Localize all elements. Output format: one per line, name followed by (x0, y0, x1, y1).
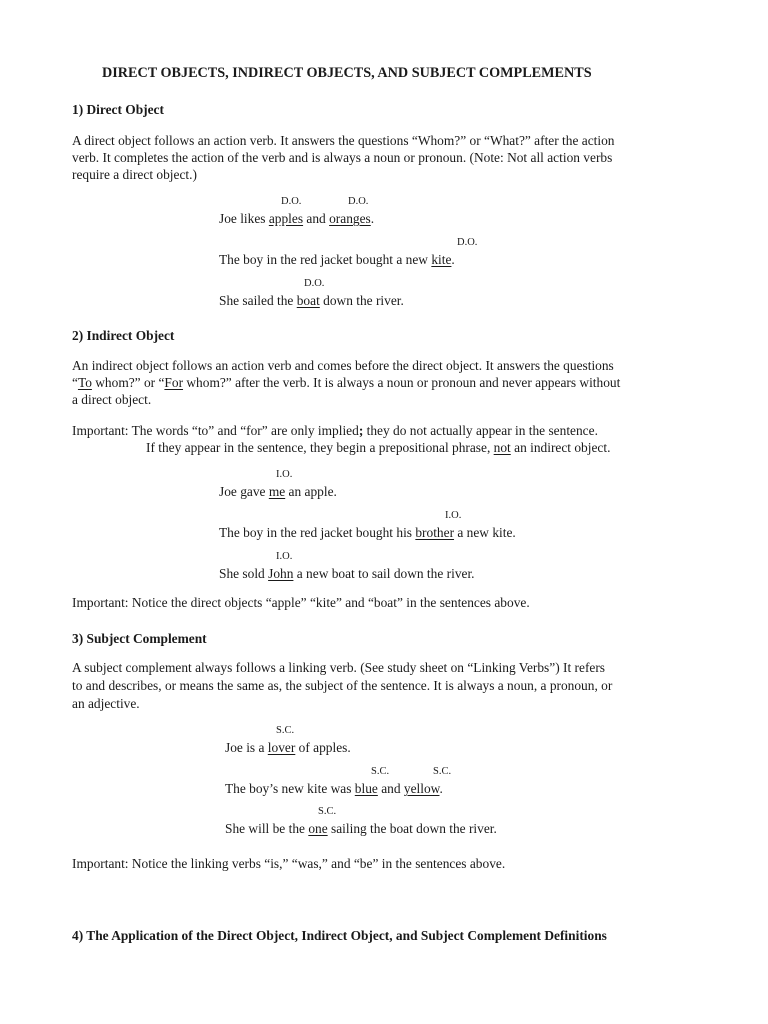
sentence-text: of apples. (295, 740, 351, 755)
sentence-text: Joe gave (219, 484, 269, 499)
sentence-text: an apple. (285, 484, 337, 499)
paragraph-line: An indirect object follows an action verb and comes before the direct object. It answers the questions (72, 358, 614, 373)
sentence-text: down the river. (319, 293, 404, 308)
important-note (72, 422, 598, 439)
sc-label: S.C. (276, 725, 295, 736)
text: Important: The words “to” and “for” are only implied (72, 423, 359, 438)
example-sentence (225, 820, 497, 837)
direct-object-word: oranges (329, 211, 371, 226)
text: ; (358, 423, 364, 438)
sentence-text: The boy in the red jacket bought his (219, 525, 416, 540)
sentence-text: She will be the (225, 821, 309, 836)
paragraph-line: a direct object. (72, 392, 152, 407)
subject-complement-word: one (308, 821, 328, 836)
text: an indirect object. (510, 440, 611, 455)
do-label: D.O. (281, 196, 302, 207)
indirect-object-word: John (268, 566, 294, 581)
sentence-text: . (439, 781, 443, 796)
example-sentence (219, 210, 374, 227)
paragraph-line: require a direct object.) (72, 167, 197, 182)
sc-label: S.C. (318, 806, 337, 817)
underlined-word: For (164, 375, 184, 390)
subject-complement-word: yellow (403, 781, 440, 796)
sentence-text: sailing the boat down the river. (327, 821, 497, 836)
underlined-word: To (77, 375, 92, 390)
example-sentence (219, 565, 475, 582)
direct-object-word: kite (431, 252, 452, 267)
example-sentence (219, 251, 455, 268)
sentence-text: She sold (219, 566, 269, 581)
section-heading-subject-complement: 3) Subject Complement (72, 631, 207, 646)
do-label: D.O. (348, 196, 369, 207)
paragraph-line: an adjective. (72, 696, 140, 711)
indirect-object-word: brother (415, 525, 455, 540)
subject-complement-word: lover (267, 740, 296, 755)
sentence-text: a new kite. (454, 525, 516, 540)
io-label: I.O. (445, 510, 462, 521)
example-sentence (219, 524, 516, 541)
io-label: I.O. (276, 469, 293, 480)
section-heading-indirect-object: 2) Indirect Object (72, 328, 175, 343)
sentence-text: Joe likes (219, 211, 269, 226)
sentence-text: Joe is a (225, 740, 268, 755)
example-sentence (225, 739, 351, 756)
paragraph-line: to and describes, or means the same as, the subject of the sentence. It is always a noun, a pronoun, or (72, 678, 613, 693)
page-title: DIRECT OBJECTS, INDIRECT OBJECTS, AND SUBJECT COMPLEMENTS (102, 65, 592, 81)
section-heading-application: 4) The Application of the Direct Object, Indirect Object, and Subject Complement Definitions (72, 928, 607, 943)
do-label: D.O. (457, 237, 478, 248)
paragraph-line: verb. It completes the action of the verb and is always a noun or pronoun. (Note: Not all action verbs (72, 150, 613, 165)
text: they do not actually appear in the sentence. (363, 423, 598, 438)
paragraph-line (72, 374, 620, 391)
important-note: Important: Notice the linking verbs “is,” “was,” and “be” in the sentences above. (72, 856, 506, 871)
sentence-text: . (451, 252, 455, 267)
example-sentence (225, 780, 443, 797)
sentence-text: . (370, 211, 375, 226)
subject-complement-word: blue (354, 781, 378, 796)
sentence-text: a new boat to sail down the river. (293, 566, 475, 581)
sentence-text: and (303, 211, 330, 226)
io-label: I.O. (276, 551, 293, 562)
indirect-object-word: me (268, 484, 286, 499)
sentence-text: The boy in the red jacket bought a new (219, 252, 432, 267)
paragraph-line: A subject complement always follows a linking verb. (See study sheet on “Linking Verbs”) It refers (72, 660, 606, 675)
sc-label: S.C. (371, 766, 390, 777)
paragraph-line: A direct object follows an action verb. It answers the questions “Whom?” or “What?” after the action (72, 133, 615, 148)
important-note (146, 439, 610, 456)
section-heading-direct-object: 1) Direct Object (72, 102, 164, 117)
direct-object-word: boat (296, 293, 320, 308)
text: whom?” after the verb. It is always a noun or pronoun and never appears without (183, 375, 621, 390)
direct-object-word: apples (268, 211, 304, 226)
sc-label: S.C. (433, 766, 452, 777)
example-sentence (219, 483, 337, 500)
important-note: Important: Notice the direct objects “apple” “kite” and “boat” in the sentences above. (72, 595, 530, 610)
do-label: D.O. (304, 278, 325, 289)
text: whom?” or “ (91, 375, 165, 390)
text: “ (72, 375, 78, 390)
sentence-text: and (377, 781, 404, 796)
example-sentence (219, 292, 404, 309)
sentence-text: She sailed the (219, 293, 297, 308)
underlined-word: not (493, 440, 511, 455)
sentence-text: The boy’s new kite was (225, 781, 355, 796)
text: If they appear in the sentence, they begin a prepositional phrase, (146, 440, 494, 455)
